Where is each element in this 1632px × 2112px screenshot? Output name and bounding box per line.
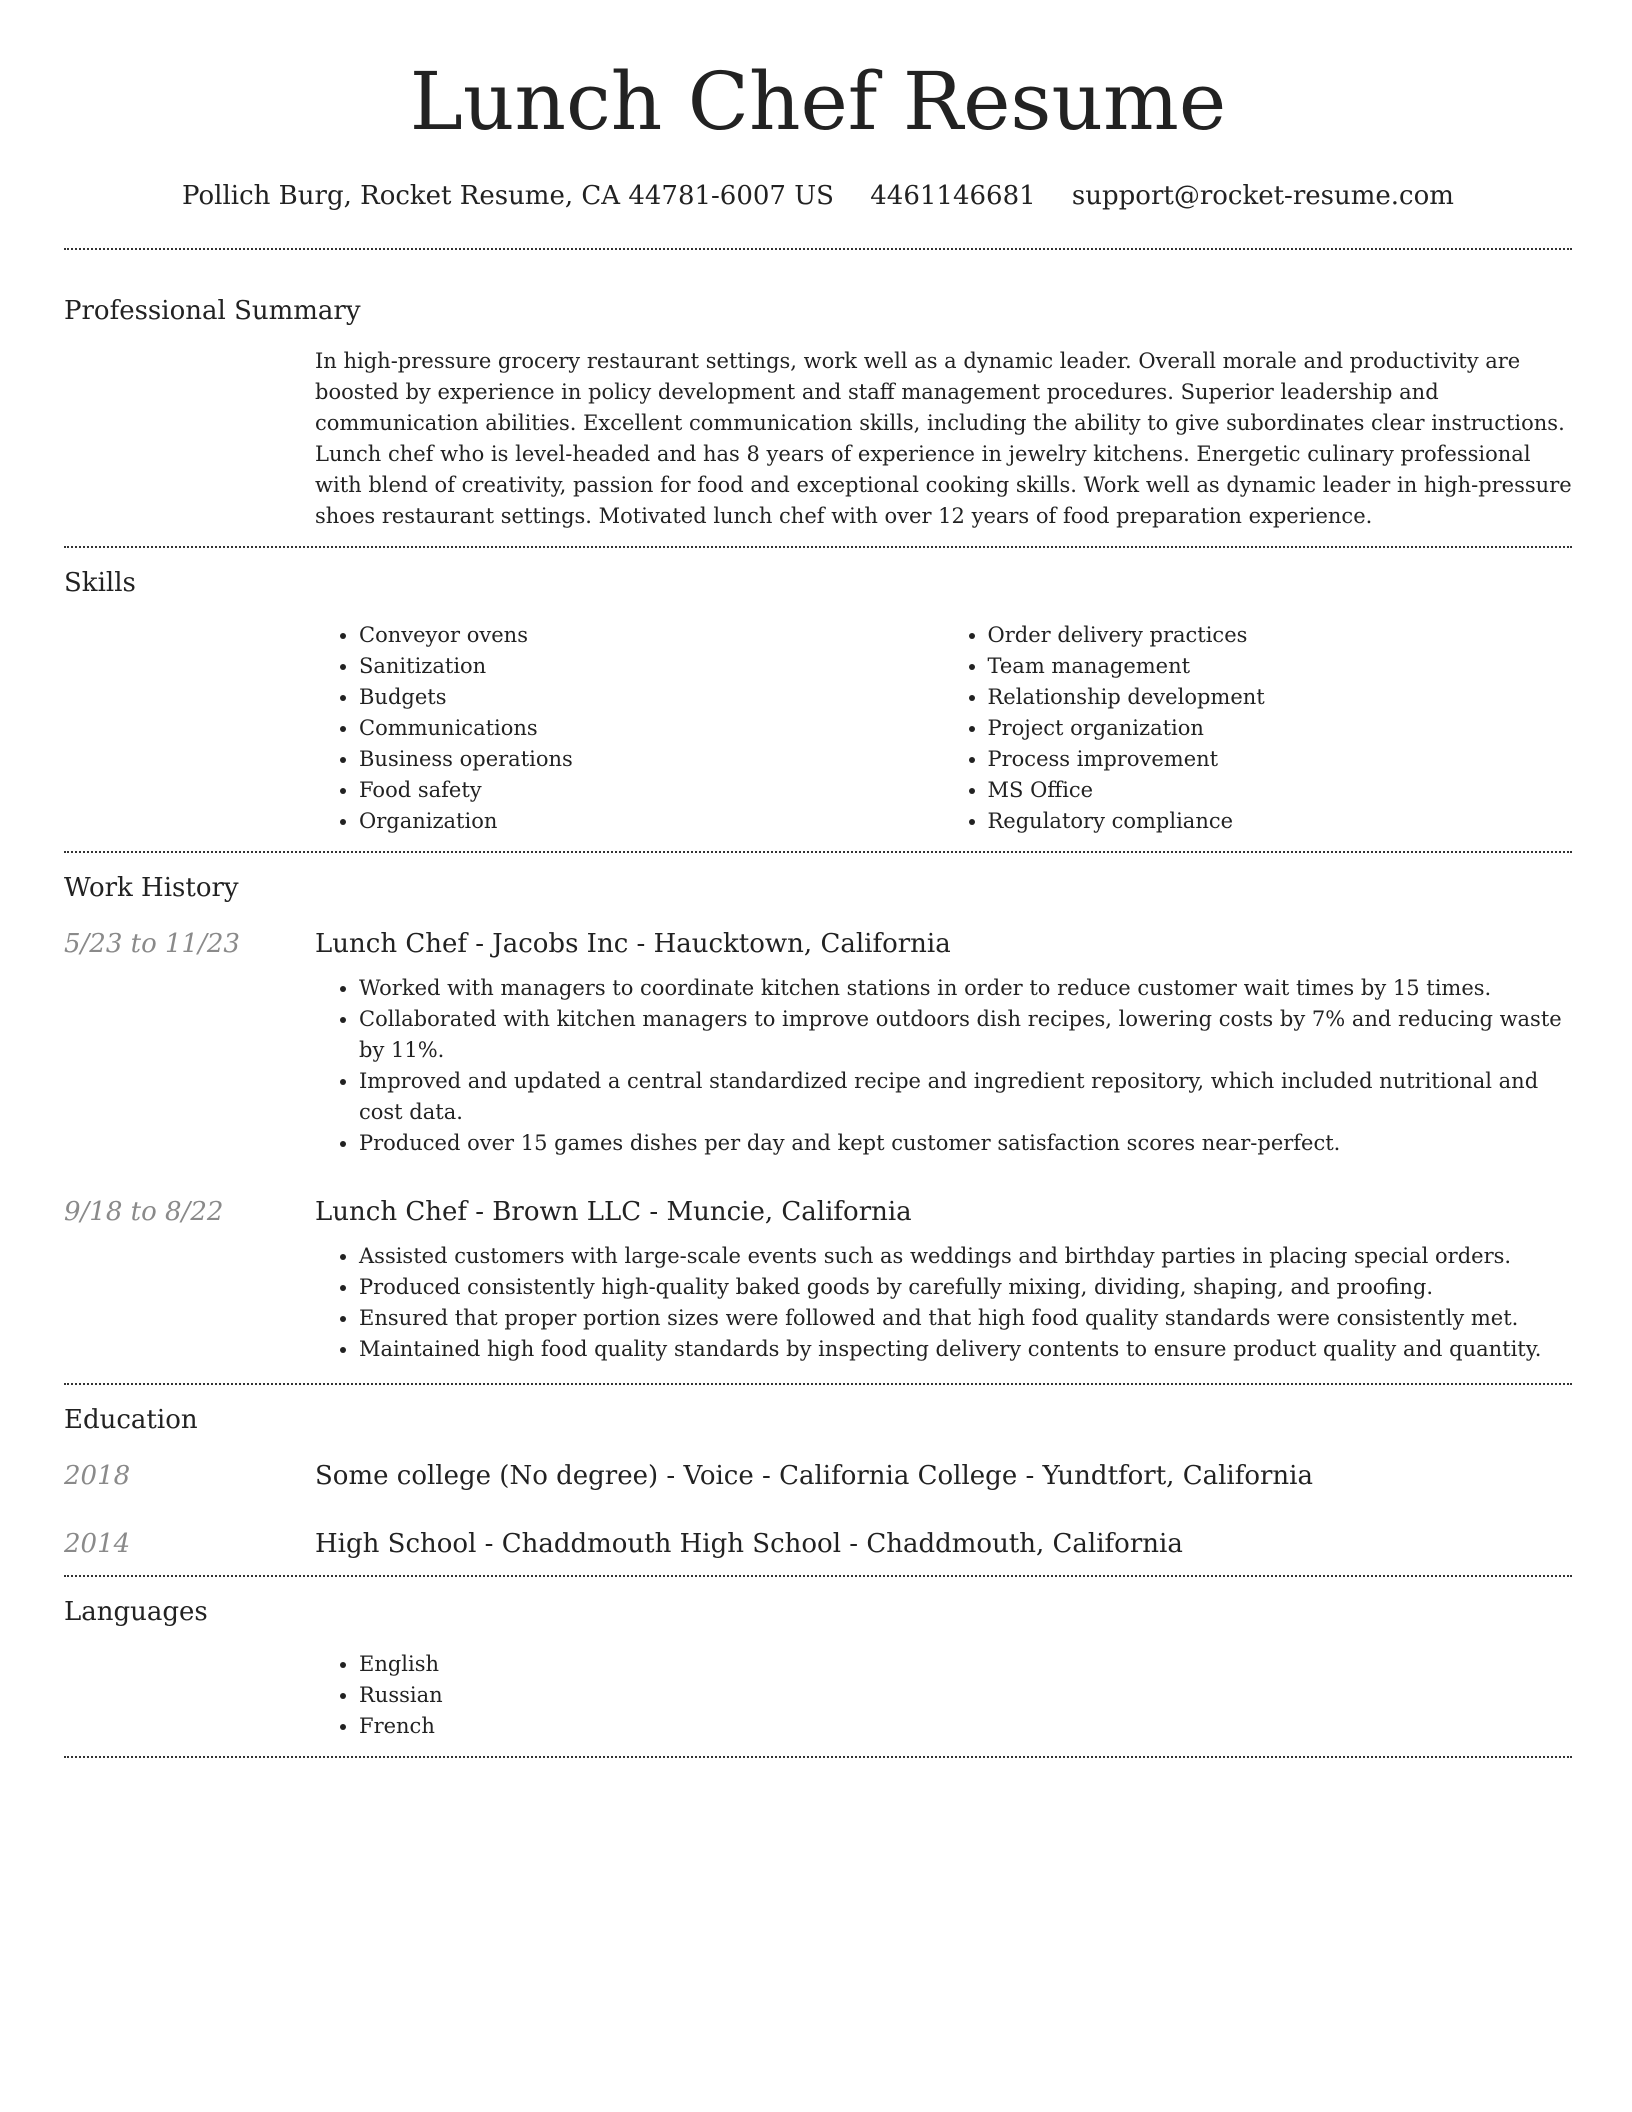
- education-body: [315, 1527, 1572, 1561]
- list-item: • Food safety: [359, 775, 944, 806]
- list-item: • Produced consistently high-quality baked goods by carefully mixing, dividing, shaping, and proofing.: [359, 1272, 1572, 1303]
- job-body: [315, 1195, 1572, 1365]
- section-title-education: Education: [64, 1405, 198, 1435]
- section-work-history: [64, 853, 1572, 1383]
- list-item: • Business operations: [359, 744, 944, 775]
- section-title-languages: Languages: [64, 1597, 208, 1627]
- section-title-skills: Skills: [64, 568, 136, 598]
- resume-title: Lunch Chef Resume: [409, 55, 1227, 148]
- list-item: • Order delivery practices: [988, 620, 1573, 651]
- education-year: 2014: [64, 1529, 131, 1559]
- job-dates: 9/18 to 8/22: [64, 1197, 224, 1227]
- list-item: • Relationship development: [988, 682, 1573, 713]
- education-entry: [64, 1527, 1572, 1561]
- divider: [64, 1756, 1572, 1758]
- list-item: • Maintained high food quality standards by inspecting delivery contents to ensure product quality and quantity.: [359, 1334, 1572, 1365]
- list-item: • Improved and updated a central standardized recipe and ingredient repository, which included nutritional and cost data.: [359, 1066, 1572, 1128]
- job-heading: Lunch Chef - Brown LLC - Muncie, California: [315, 1197, 912, 1227]
- section-title-work: Work History: [64, 873, 239, 903]
- list-item: • Sanitization: [359, 651, 944, 682]
- list-item: • English: [359, 1649, 1572, 1680]
- list-item: • Organization: [359, 806, 944, 837]
- list-item: • Assisted customers with large-scale events such as weddings and birthday parties in placing special orders.: [359, 1241, 1572, 1272]
- contact-email[interactable]: support@rocket-resume.com: [1071, 181, 1454, 211]
- education-body: [315, 1459, 1572, 1493]
- section-education: [64, 1385, 1572, 1575]
- list-item: • Collaborated with kitchen managers to improve outdoors dish recipes, lowering costs by 7% and reducing waste by 11%.: [359, 1004, 1572, 1066]
- resume-page: [64, 0, 1572, 1758]
- job-entry: [64, 927, 1572, 1159]
- job-entry: [64, 1195, 1572, 1365]
- list-item: • Regulatory compliance: [988, 806, 1573, 837]
- section-languages: [64, 1577, 1572, 1756]
- list-item: • Ensured that proper portion sizes were followed and that high food quality standards were consistently met.: [359, 1303, 1572, 1334]
- job-dates: 5/23 to 11/23: [64, 929, 240, 959]
- list-item: • French: [359, 1711, 1572, 1742]
- list-item: • Process improvement: [988, 744, 1573, 775]
- list-item: • Russian: [359, 1680, 1572, 1711]
- job-heading: Lunch Chef - Jacobs Inc - Haucktown, California: [315, 929, 951, 959]
- list-item: • MS Office: [988, 775, 1573, 806]
- section-summary: [64, 250, 1572, 546]
- education-heading: Some college (No degree) - Voice - California College - Yundtfort, California: [315, 1461, 1313, 1491]
- languages-list-wrap: [315, 1649, 1572, 1756]
- education-entry: [64, 1459, 1572, 1493]
- list-item: • Team management: [988, 651, 1573, 682]
- list-item: • Communications: [359, 713, 944, 744]
- skills-list-right: [944, 620, 1573, 837]
- skills-list-left: [315, 620, 944, 837]
- job-body: [315, 927, 1572, 1159]
- list-item: • Budgets: [359, 682, 944, 713]
- education-year: 2018: [64, 1461, 131, 1491]
- list-item: • Project organization: [988, 713, 1573, 744]
- job-bullets: [315, 973, 1572, 1159]
- list-item: • Worked with managers to coordinate kitchen stations in order to reduce customer wait times by 15 times.: [359, 973, 1572, 1004]
- section-title-summary: Professional Summary: [64, 296, 361, 326]
- skills-columns: [315, 620, 1572, 851]
- languages-list: [315, 1649, 1572, 1742]
- contact-phone[interactable]: 4461146681: [870, 181, 1036, 211]
- list-item: • Produced over 15 games dishes per day and kept customer satisfaction scores near-perfect.: [359, 1128, 1572, 1159]
- job-bullets: [315, 1241, 1572, 1365]
- summary-text: In high-pressure grocery restaurant settings, work well as a dynamic leader. Overall morale and productivity are boosted by experience in policy development and staff management procedures. Superior leadership and communication abilities. Excellent communication skills, including the ability to give subordinates clear instructions. Lunch chef who is level-headed and has 8 years of experience in jewelry kitchens. Energetic culinary professional with blend of creativity, passion for food and exceptional cooking skills. Work well as dynamic leader in high-pressure shoes restaurant settings. Motivated lunch chef with over 12 years of food preparation experience.: [315, 349, 1572, 528]
- list-item: • Conveyor ovens: [359, 620, 944, 651]
- contact-address: Pollich Burg, Rocket Resume, CA 44781-6007 US: [182, 181, 834, 211]
- education-heading: High School - Chaddmouth High School - Chaddmouth, California: [315, 1529, 1183, 1559]
- contact-line: [64, 178, 1572, 214]
- section-skills: [64, 548, 1572, 851]
